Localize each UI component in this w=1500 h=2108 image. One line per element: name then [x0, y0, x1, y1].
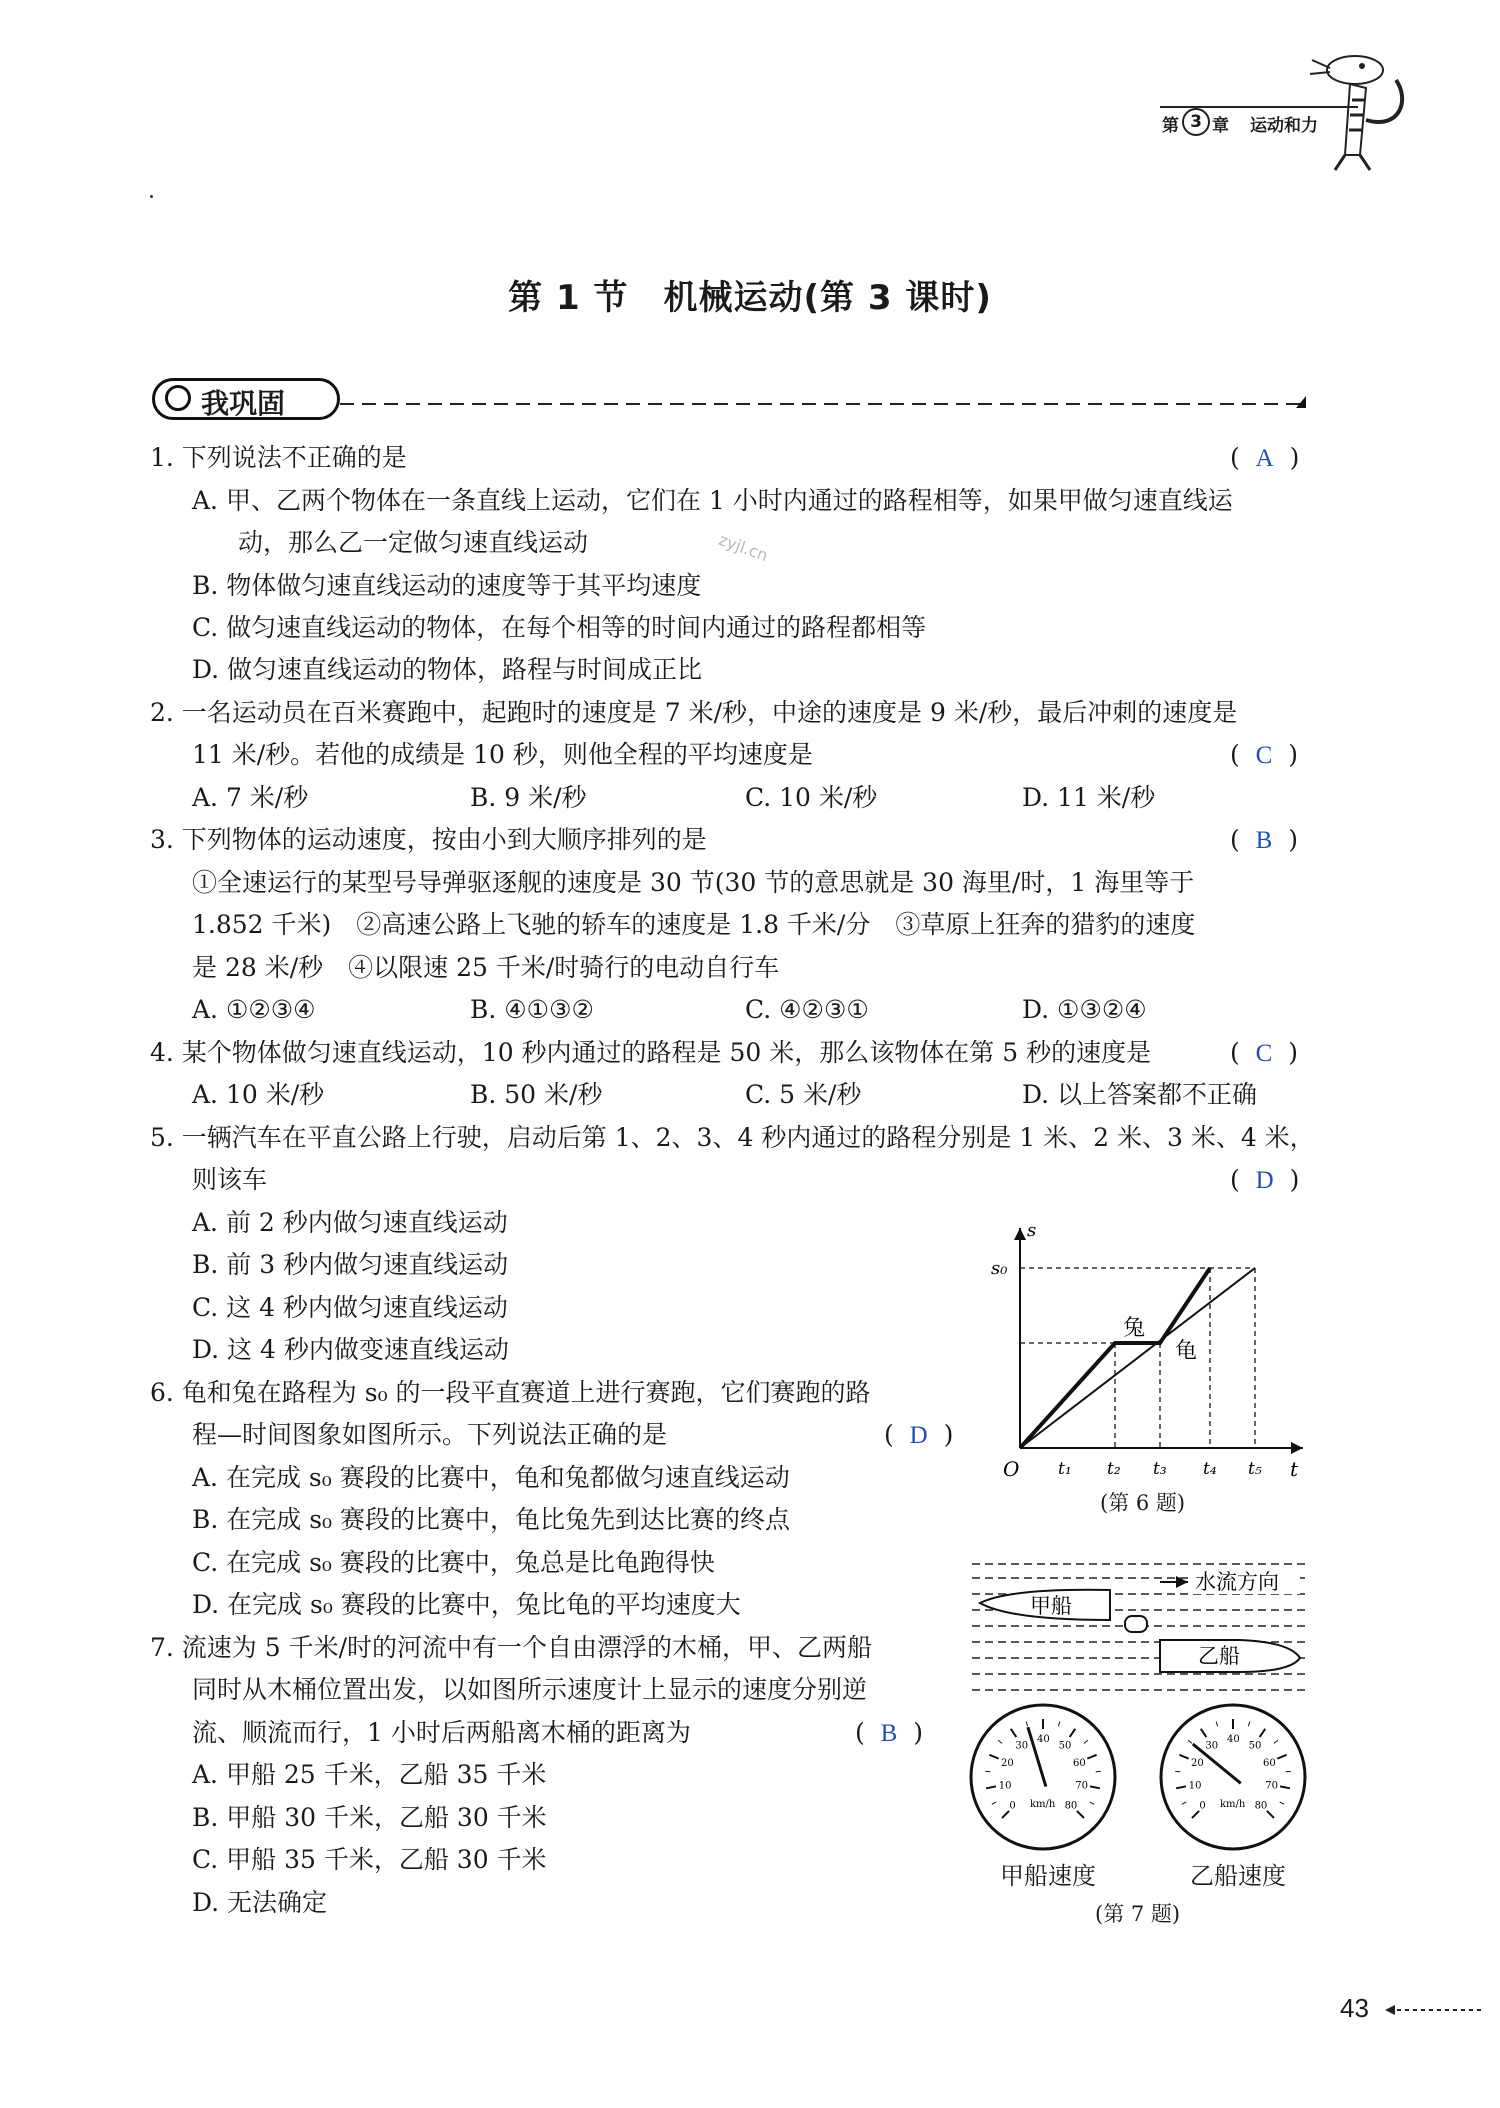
- q7-option-c: C. 甲船 35 千米，乙船 30 千米: [192, 1845, 547, 1874]
- q5-option-a: A. 前 2 秒内做匀速直线运动: [192, 1208, 508, 1237]
- gauge-tick-label: 30: [1205, 1740, 1219, 1752]
- q7-option-b: B. 甲船 30 千米，乙船 30 千米: [192, 1803, 547, 1832]
- gauge-tick-label: 60: [1263, 1758, 1276, 1770]
- q6-option-c: C. 在完成 s₀ 赛段的比赛中，兔总是比龟跑得快: [192, 1548, 715, 1577]
- barrel-icon: [1125, 1616, 1147, 1632]
- page-title: 第 1 节 机械运动(第 3 课时): [508, 278, 992, 318]
- q6-stem: 6. 龟和兔在路程为 s₀ 的一段平直赛道上进行赛跑，它们赛跑的路: [150, 1378, 871, 1407]
- q7-stem: 7. 流速为 5 千米/时的河流中有一个自由漂浮的木桶，甲、乙两船: [150, 1633, 873, 1662]
- q3-stem: 3. 下列物体的运动速度，按由小到大顺序排列的是: [150, 825, 707, 854]
- q5-option-b: B. 前 3 秒内做匀速直线运动: [192, 1250, 509, 1279]
- q4-stem: 4. 某个物体做匀速直线运动，10 秒内通过的路程是 50 米，那么该物体在第 5 秒的速度是: [150, 1038, 1152, 1067]
- q6-caption: (第 6 题): [1100, 1491, 1186, 1515]
- q2-option-d: D. 11 米/秒: [1022, 783, 1156, 812]
- gauge-tick-label: 30: [1015, 1740, 1029, 1752]
- s0-label: s₀: [991, 1258, 1008, 1279]
- q2-answer: C: [1255, 742, 1273, 769]
- q2-answer-blank: ( C ): [1230, 740, 1298, 769]
- t1-label: t₁: [1058, 1459, 1072, 1478]
- t2-label: t₂: [1107, 1459, 1121, 1478]
- boat-a-label: 甲船: [1030, 1594, 1072, 1618]
- t-axis-label: t: [1290, 1457, 1299, 1478]
- q7-stem-line3: 流、顺流而行，1 小时后两船离木桶的距离为: [192, 1718, 691, 1747]
- gauge-tick-label: 50: [1248, 1740, 1262, 1752]
- rabbit-label: 兔: [1123, 1316, 1146, 1341]
- q2-option-b: B. 9 米/秒: [470, 783, 587, 812]
- q3-stem-line4: 是 28 米/秒 ④以限速 25 千米/时骑行的电动自行车: [192, 953, 780, 982]
- section-label: 我巩固: [201, 387, 286, 420]
- gauge-a-label: 甲船速度: [1000, 1862, 1096, 1890]
- q4-option-b: B. 50 米/秒: [470, 1080, 603, 1109]
- t3-label: t₃: [1153, 1459, 1167, 1478]
- q4-option-a: A. 10 米/秒: [192, 1080, 325, 1109]
- q1-answer-blank: ( A ): [1230, 443, 1300, 472]
- q7-stem-line2: 同时从木桶位置出发，以如图所示速度计上显示的速度分别逆: [192, 1675, 868, 1704]
- q1-option-d: D. 做匀速直线运动的物体，路程与时间成正比: [192, 655, 703, 684]
- stray-dot: [150, 195, 153, 198]
- lock-icon: [165, 385, 191, 411]
- q5-answer: D: [1255, 1167, 1274, 1194]
- gauge-a-unit: km/h: [1030, 1799, 1056, 1810]
- q2-stem-cont: 11 米/秒。若他的成绩是 10 秒，则他全程的平均速度是: [192, 740, 813, 769]
- q1-answer: A: [1255, 445, 1274, 472]
- gauge-tick-label: 10: [998, 1780, 1012, 1792]
- q5-option-d: D. 这 4 秒内做变速直线运动: [192, 1335, 509, 1364]
- q5-answer-blank: ( D ): [1230, 1165, 1300, 1194]
- q3-option-a: A. ①②③④: [192, 995, 316, 1024]
- q7-answer: B: [880, 1720, 898, 1747]
- q2-stem: 2. 一名运动员在百米赛跑中，起跑时的速度是 7 米/秒，中途的速度是 9 米/秒，最后冲刺的速度是: [150, 698, 1238, 727]
- t4-label: t₄: [1203, 1459, 1217, 1478]
- q5-stem: 5. 一辆汽车在平直公路上行驶，启动后第 1、2、3、4 秒内通过的路程分别是 1 米、2 米、3 米、4 米，: [150, 1123, 1315, 1152]
- q7-answer-blank: ( B ): [855, 1718, 923, 1747]
- chapter-number: 3: [1182, 108, 1210, 136]
- q7-option-d: D. 无法确定: [192, 1888, 328, 1917]
- gauge-tick-label: 0: [1199, 1800, 1206, 1812]
- q3-option-b: B. ④①③②: [470, 995, 594, 1024]
- q7-option-a: A. 甲船 25 千米，乙船 35 千米: [192, 1760, 547, 1789]
- q7-caption: (第 7 题): [1095, 1902, 1181, 1926]
- watermark: zyjl.cn: [716, 529, 771, 566]
- page-arrow-icon: [1385, 2000, 1485, 2020]
- gauge-tick-label: 80: [1254, 1800, 1268, 1812]
- chapter-title: 运动和力: [1250, 116, 1318, 136]
- gauge-tick-label: 70: [1075, 1780, 1088, 1792]
- q6-option-a: A. 在完成 s₀ 赛段的比赛中，龟和兔都做匀速直线运动: [192, 1463, 790, 1492]
- gauge-b-unit: km/h: [1220, 1799, 1246, 1810]
- flow-label: 水流方向: [1195, 1570, 1279, 1594]
- gauge-tick-label: 40: [1037, 1734, 1050, 1745]
- gauge-tick-label: 20: [1000, 1758, 1014, 1770]
- chapter-suffix: 章: [1212, 116, 1229, 136]
- q4-answer-blank: ( C ): [1230, 1038, 1298, 1067]
- gauge-tick-label: 40: [1227, 1734, 1240, 1745]
- q3-stem-line2: ①全速运行的某型号导弹驱逐舰的速度是 30 节(30 节的意思就是 30 海里/时，1 海里等于: [192, 868, 1195, 897]
- q1-option-c: C. 做匀速直线运动的物体，在每个相等的时间内通过的路程都相等: [192, 613, 927, 642]
- q6-graph: [985, 1218, 1325, 1478]
- q3-option-d: D. ①③②④: [1022, 995, 1147, 1024]
- q6-option-b: B. 在完成 s₀ 赛段的比赛中，龟比兔先到达比赛的终点: [192, 1505, 791, 1534]
- q5-stem-cont: 则该车: [192, 1165, 268, 1194]
- q5-option-c: C. 这 4 秒内做匀速直线运动: [192, 1293, 508, 1322]
- q4-option-c: C. 5 米/秒: [745, 1080, 862, 1109]
- q2-option-c: C. 10 米/秒: [745, 783, 878, 812]
- section-divider: [340, 396, 1320, 410]
- t5-label: t₅: [1248, 1459, 1262, 1478]
- gauge-tick-label: 80: [1064, 1800, 1078, 1812]
- q1-option-a-cont: 动，那么乙一定做匀速直线运动: [238, 528, 589, 557]
- gauge-tick-label: 70: [1265, 1780, 1278, 1792]
- q4-answer: C: [1255, 1040, 1273, 1067]
- speed-gauges: [968, 1702, 1308, 1857]
- boat-b-label: 乙船: [1198, 1644, 1240, 1668]
- q6-option-d: D. 在完成 s₀ 赛段的比赛中，兔比龟的平均速度大: [192, 1590, 741, 1619]
- gauge-tick-label: 20: [1190, 1758, 1204, 1770]
- q6-answer: D: [909, 1422, 928, 1449]
- q3-stem-line3: 1.852 千米) ②高速公路上飞驰的轿车的速度是 1.8 千米/分 ③草原上狂奔的猎豹的速度: [192, 910, 1196, 939]
- q3-option-c: C. ④②③①: [745, 995, 869, 1024]
- q1-stem: 1. 下列说法不正确的是: [150, 443, 407, 472]
- q1-option-a: A. 甲、乙两个物体在一条直线上运动，它们在 1 小时内通过的路程相等，如果甲做匀速直线运: [192, 486, 1233, 515]
- origin-label: O: [1003, 1457, 1020, 1478]
- q2-option-a: A. 7 米/秒: [192, 783, 309, 812]
- gauge-b-label: 乙船速度: [1190, 1862, 1286, 1890]
- tiger-mascot-icon: [1300, 40, 1430, 180]
- q3-answer-blank: ( B ): [1230, 825, 1298, 854]
- s-axis-label: s: [1027, 1220, 1037, 1241]
- q1-option-b: B. 物体做匀速直线运动的速度等于其平均速度: [192, 571, 702, 600]
- gauge-tick-label: 60: [1073, 1758, 1086, 1770]
- turtle-line: [1020, 1268, 1255, 1448]
- q3-answer: B: [1255, 827, 1273, 854]
- q6-answer-blank: ( D ): [884, 1420, 954, 1449]
- turtle-label: 龟: [1175, 1339, 1198, 1364]
- gauge-tick-label: 0: [1009, 1800, 1016, 1812]
- gauge-b: [1161, 1705, 1305, 1849]
- chapter-prefix: 第: [1162, 116, 1179, 136]
- page-number: 43: [1340, 1993, 1369, 2023]
- q6-stem-cont: 程—时间图象如图所示。下列说法正确的是: [192, 1420, 668, 1449]
- gauge-a: [971, 1705, 1115, 1849]
- river-figure: [970, 1558, 1310, 1698]
- q4-option-d: D. 以上答案都不正确: [1022, 1080, 1258, 1109]
- section-badge: [152, 378, 340, 420]
- gauge-tick-label: 10: [1188, 1780, 1202, 1792]
- gauge-tick-label: 50: [1058, 1740, 1072, 1752]
